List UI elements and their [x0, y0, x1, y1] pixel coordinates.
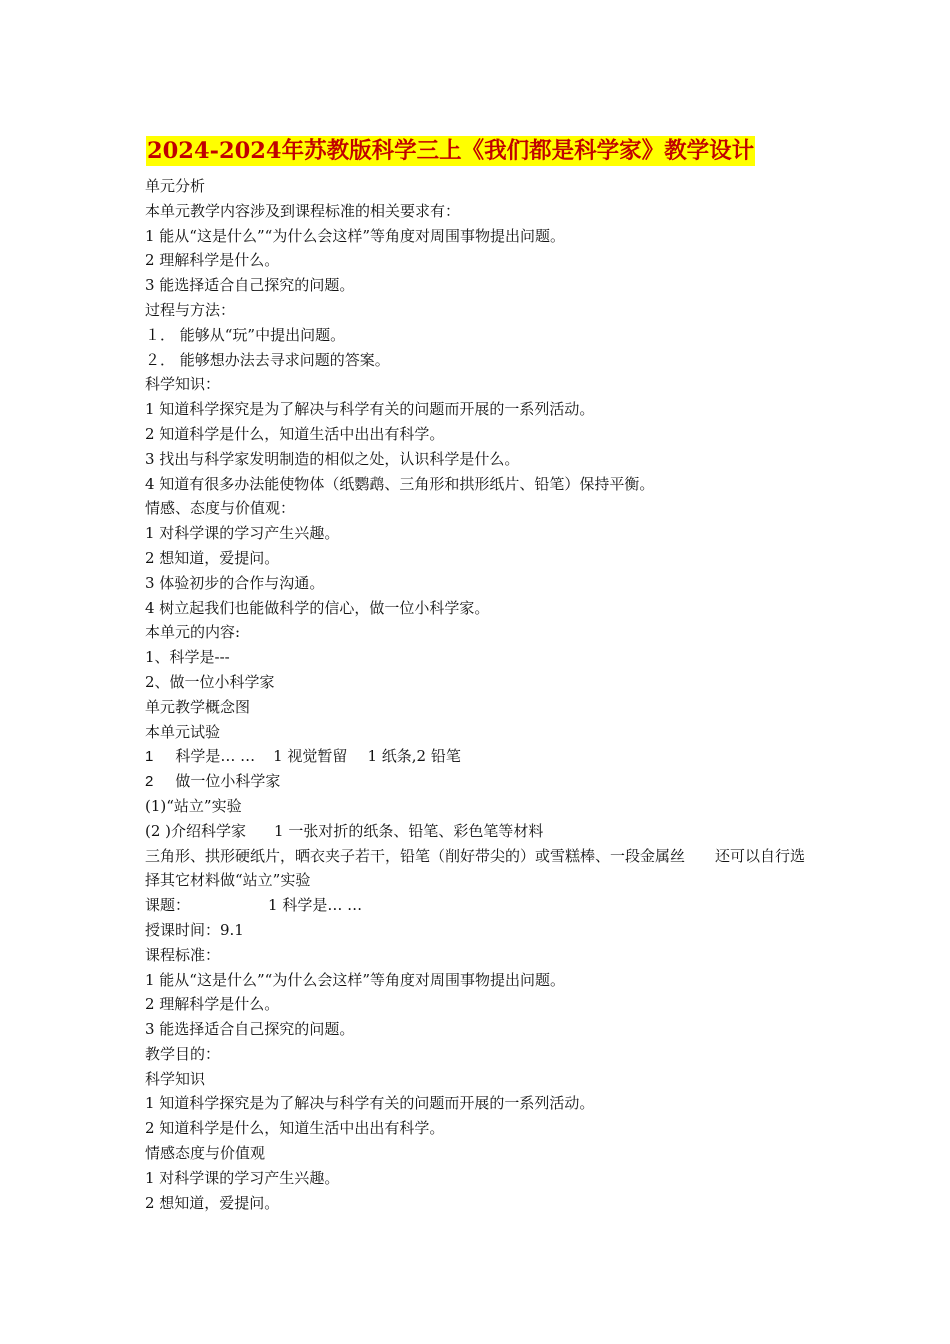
text-line: 3 能选择适合自己探究的问题。 — [145, 1020, 355, 1039]
document-body — [145, 174, 805, 1215]
text-line: 科学知识 — [145, 1069, 206, 1088]
experiment-item: 1 纸条,2 铅笔 — [367, 747, 461, 766]
text-line: 2 想知道，爱提问。 — [145, 548, 280, 567]
text-line: 单元教学概念图 — [145, 697, 251, 716]
text-line: 本单元的内容: — [145, 623, 241, 642]
text-line: 4 树立起我们也能做科学的信心，做一位小科学家。 — [145, 598, 490, 617]
text-line: 1 能从“这是什么”“为什么会这样”等角度对周围事物提出问题。 — [145, 226, 565, 245]
text-line: 2 理解科学是什么。 — [145, 251, 280, 270]
time-line: 授课时间：9.1 — [145, 920, 244, 939]
text-line: 1 知道科学探究是为了解决与科学有关的问题而开展的一系列活动。 — [145, 1094, 595, 1113]
text-line: 1、科学是--- — [145, 648, 230, 667]
text-line: 1 对科学课的学习产生兴趣。 — [145, 524, 340, 543]
lesson-value: 1 科学是… … — [268, 896, 363, 915]
text-line: １． 能够从“玩”中提出问题。 — [145, 325, 346, 344]
text-line: 2、做一位小科学家 — [145, 672, 275, 691]
text-line: 单元分析 — [145, 177, 206, 195]
text-line: 2 知道科学是什么，知道生活中出出有科学。 — [145, 1119, 445, 1138]
experiment-sub: (1)“站立”实验 — [145, 796, 242, 815]
text-line: 3 能选择适合自己探究的问题。 — [145, 276, 355, 295]
text-line: 1 知道科学探究是为了解决与科学有关的问题而开展的一系列活动。 — [145, 400, 595, 419]
experiment-sub — [145, 819, 805, 844]
text-line: 情感、态度与价值观： — [145, 499, 296, 518]
text-line: 1 能从“这是什么”“为什么会这样”等角度对周围事物提出问题。 — [145, 970, 565, 989]
text-line: 过程与方法： — [145, 300, 236, 319]
experiment-row — [145, 769, 805, 794]
experiment-name: 科学是… … — [175, 747, 256, 766]
text-line: 教学目的： — [145, 1044, 221, 1063]
experiment-number: 1 — [145, 748, 154, 766]
text-line: 2 理解科学是什么。 — [145, 995, 280, 1014]
text-line: 2 知道科学是什么，知道生活中出出有科学。 — [145, 424, 445, 443]
experiment-materials: 1 一张对折的纸条、铅笔、彩色笔等材料 — [274, 821, 544, 840]
text-line: 科学知识： — [145, 375, 221, 394]
materials-paragraph: 三角形、拱形硬纸片，晒衣夹子若干，铅笔（削好带尖的）或雪糕棒、一段金属丝 还可以自行选择其它材料做“站立”实验 — [145, 846, 806, 890]
text-line: 本单元教学内容涉及到课程标准的相关要求有： — [145, 201, 461, 220]
text-line: 2 想知道，爱提问。 — [145, 1193, 280, 1212]
document-title: 2024-2024年苏教版科学三上《我们都是科学家》教学设计 — [147, 138, 755, 164]
experiment-row — [145, 744, 805, 769]
text-line: 本单元试验 — [145, 722, 221, 741]
experiment-sub-name: (2 )介绍科学家 — [145, 821, 247, 840]
text-line: 情感态度与价值观 — [145, 1144, 266, 1163]
text-line: 1 对科学课的学习产生兴趣。 — [145, 1168, 340, 1187]
lesson-line — [145, 893, 805, 918]
experiment-item: 1 视觉暂留 — [273, 747, 348, 766]
text-line: ２． 能够想办法去寻求问题的答案。 — [145, 350, 390, 369]
text-line: 课程标准： — [145, 945, 221, 964]
lesson-label: 课题： — [145, 896, 191, 915]
experiment-name: 做一位小科学家 — [175, 772, 281, 791]
text-line: 3 体验初步的合作与沟通。 — [145, 573, 325, 592]
experiment-number: 2 — [145, 773, 154, 791]
text-line: 4 知道有很多办法能使物体（纸鹦鹉、三角形和拱形纸片、铅笔）保持平衡。 — [145, 474, 655, 493]
text-line: 3 找出与科学家发明制造的相似之处，认识科学是什么。 — [145, 449, 520, 468]
